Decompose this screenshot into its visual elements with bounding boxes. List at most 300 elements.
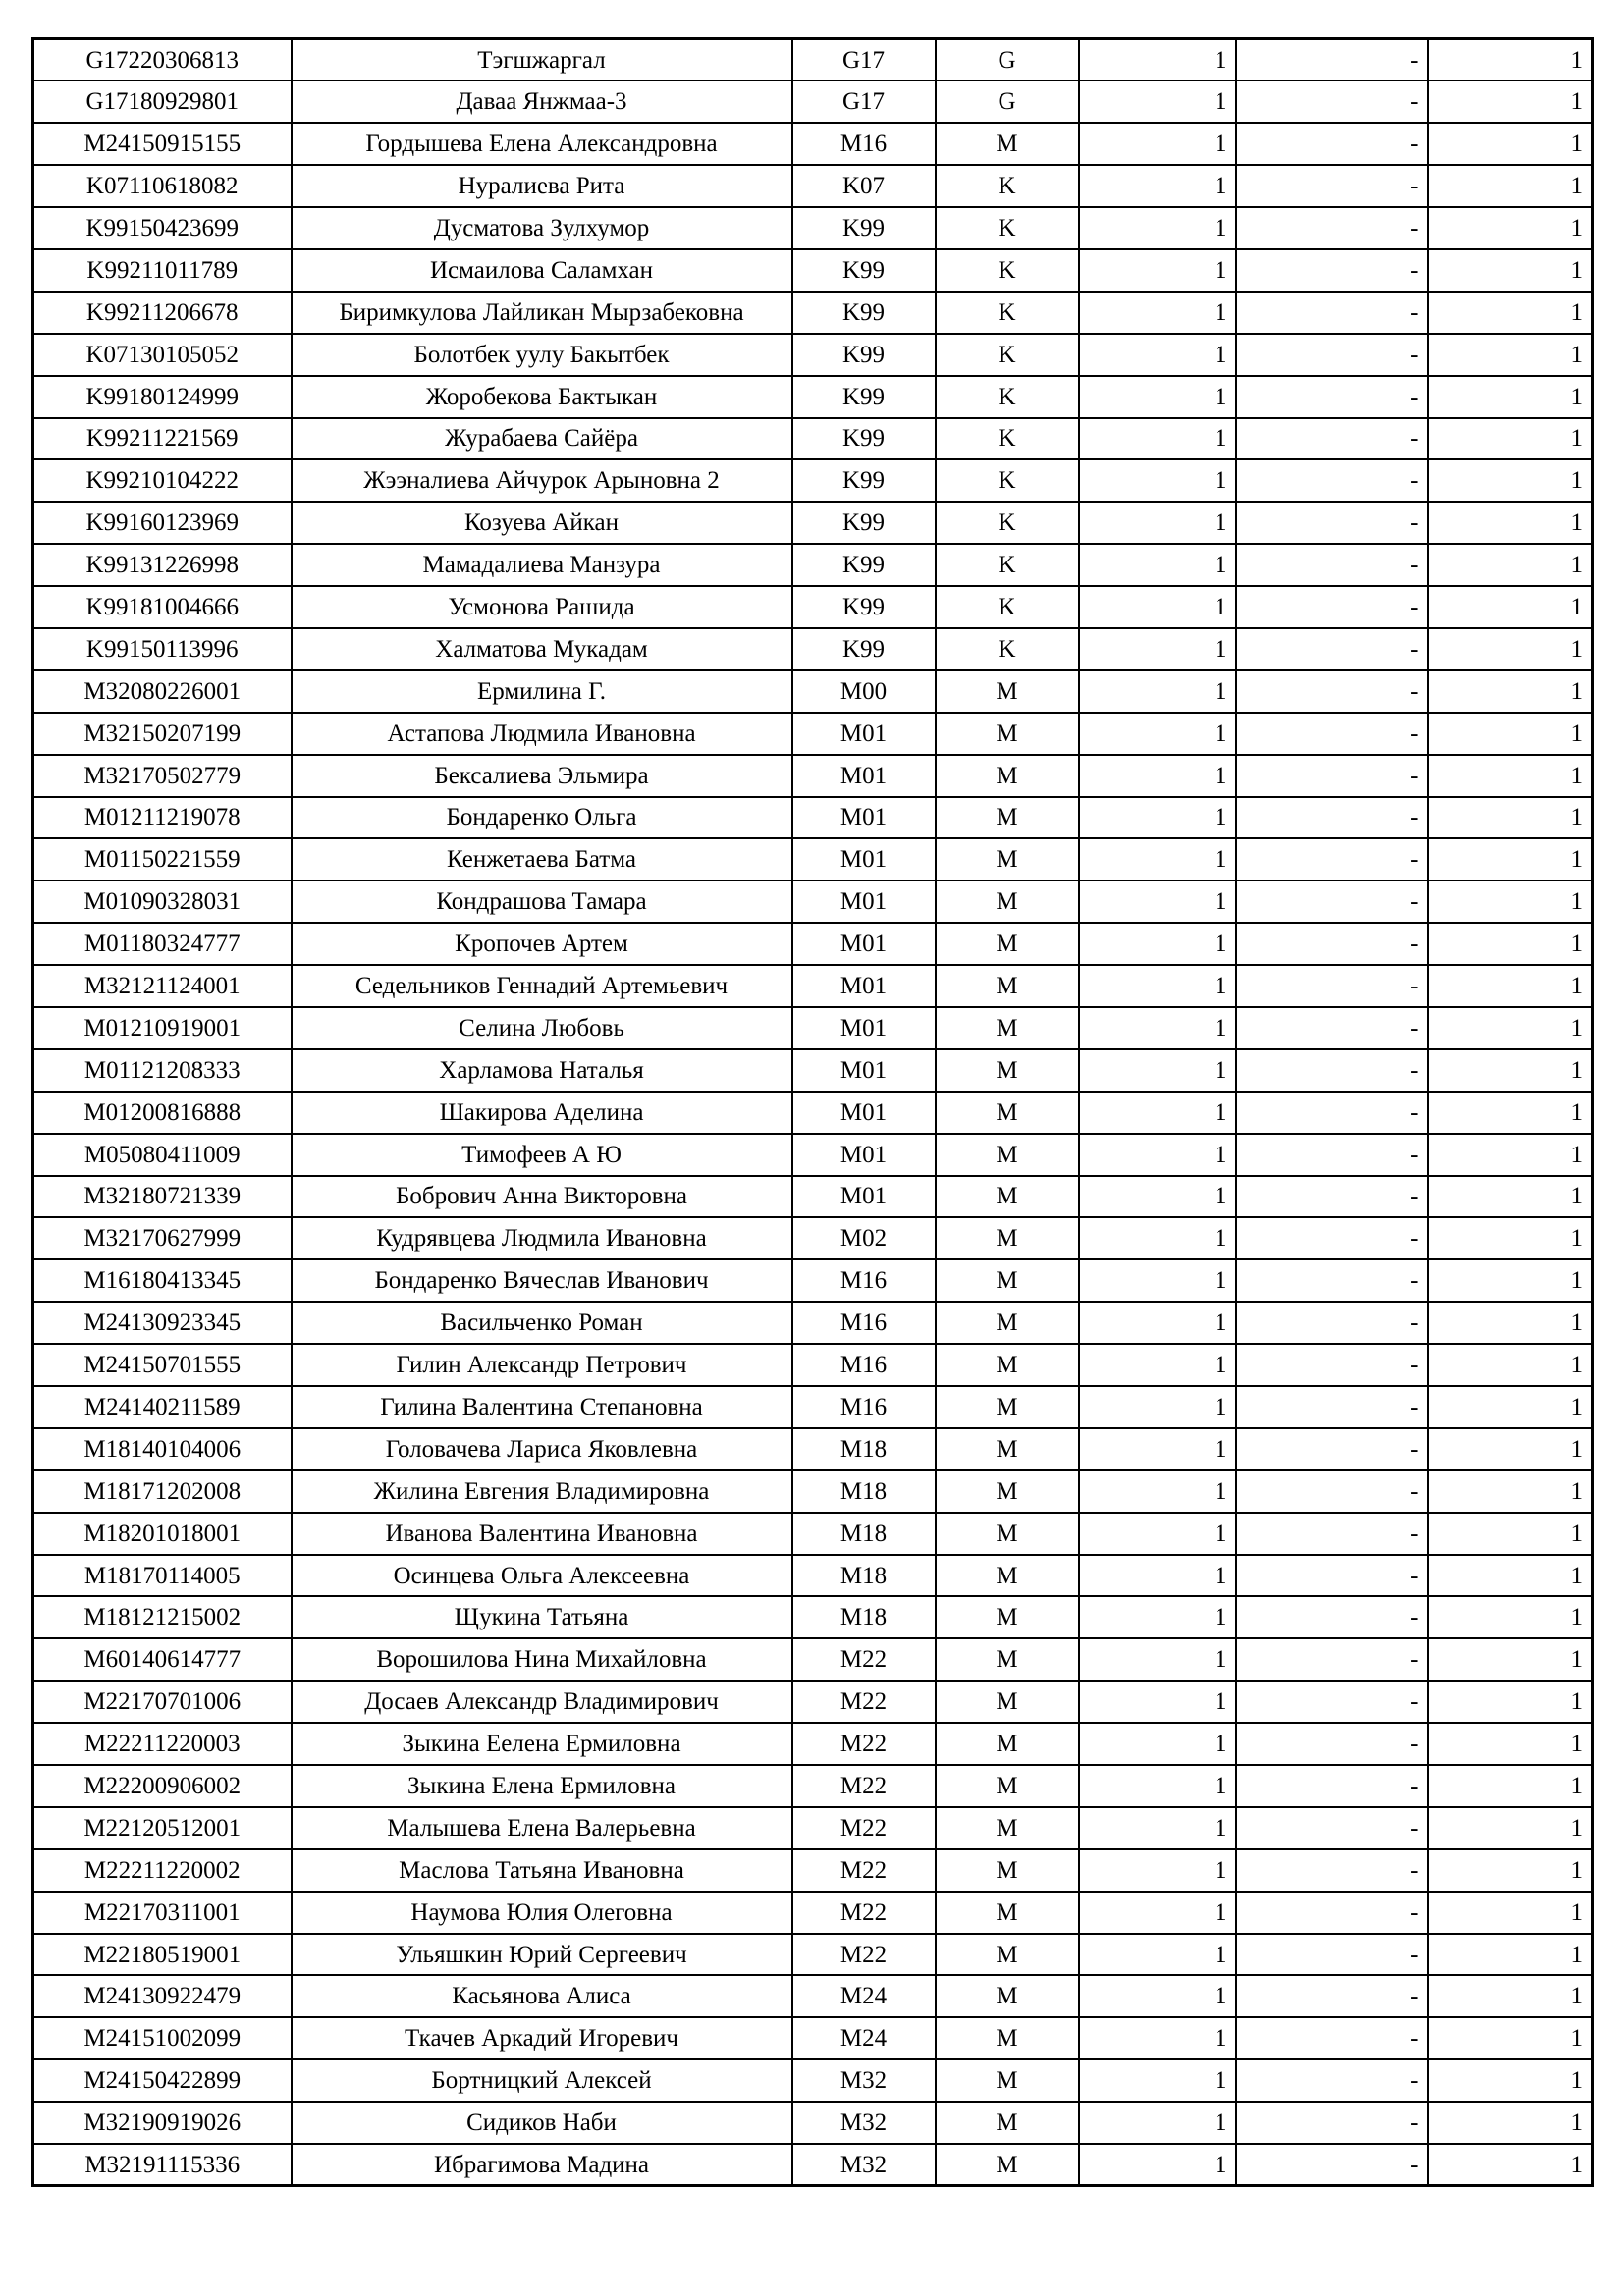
total-cell: 1 [1428, 670, 1593, 713]
table-row [33, 2144, 1593, 2186]
quantity-cell: 1 [1079, 1723, 1236, 1765]
code-cell: K99131226998 [33, 544, 292, 586]
group-cell: K99 [792, 207, 936, 249]
quantity-cell: 1 [1079, 376, 1236, 418]
quantity-cell: 1 [1079, 1975, 1236, 2017]
category-cell: M [936, 1555, 1079, 1597]
table-row [33, 1217, 1593, 1259]
quantity-cell: 1 [1079, 1849, 1236, 1892]
table-row [33, 1892, 1593, 1934]
total-cell: 1 [1428, 1596, 1593, 1638]
group-cell: M02 [792, 1217, 936, 1259]
name-cell: Головачева Лариса Яковлевна [292, 1428, 792, 1470]
code-cell: K99180124999 [33, 376, 292, 418]
total-cell: 1 [1428, 2144, 1593, 2186]
table-row [33, 292, 1593, 334]
table-row [33, 1428, 1593, 1470]
table-row [33, 80, 1593, 123]
code-cell: K07130105052 [33, 334, 292, 376]
group-cell: M00 [792, 670, 936, 713]
code-cell: M24150701555 [33, 1344, 292, 1386]
group-cell: M22 [792, 1807, 936, 1849]
total-cell: 1 [1428, 797, 1593, 839]
quantity-cell: 1 [1079, 1934, 1236, 1976]
name-cell: Ворошилова Нина Михайловна [292, 1638, 792, 1681]
quantity-cell: 1 [1079, 628, 1236, 670]
name-cell: Биримкулова Лайликан Мырзабековна [292, 292, 792, 334]
quantity-cell: 1 [1079, 1555, 1236, 1597]
quantity-cell: 1 [1079, 1428, 1236, 1470]
total-cell: 1 [1428, 334, 1593, 376]
category-cell: M [936, 1386, 1079, 1428]
category-cell: M [936, 1176, 1079, 1218]
dash-cell: - [1236, 755, 1428, 797]
group-cell: M01 [792, 755, 936, 797]
total-cell: 1 [1428, 1049, 1593, 1092]
quantity-cell: 1 [1079, 459, 1236, 502]
group-cell: M01 [792, 881, 936, 923]
group-cell: M01 [792, 713, 936, 755]
quantity-cell: 1 [1079, 2102, 1236, 2144]
group-cell: K99 [792, 544, 936, 586]
quantity-cell: 1 [1079, 80, 1236, 123]
group-cell: K99 [792, 459, 936, 502]
dash-cell: - [1236, 80, 1428, 123]
code-cell: G17180929801 [33, 80, 292, 123]
quantity-cell: 1 [1079, 1134, 1236, 1176]
table-row [33, 670, 1593, 713]
group-cell: K99 [792, 334, 936, 376]
category-cell: M [936, 755, 1079, 797]
category-cell: M [936, 1049, 1079, 1092]
quantity-cell: 1 [1079, 2144, 1236, 2186]
table-row [33, 1007, 1593, 1049]
category-cell: M [936, 1092, 1079, 1134]
code-cell: K99210104222 [33, 459, 292, 502]
dash-cell: - [1236, 1555, 1428, 1597]
group-cell: M01 [792, 923, 936, 965]
group-cell: K99 [792, 249, 936, 292]
category-cell: M [936, 923, 1079, 965]
total-cell: 1 [1428, 1513, 1593, 1555]
code-cell: K99150113996 [33, 628, 292, 670]
name-cell: Кенжетаева Батма [292, 838, 792, 881]
name-cell: Бобрович Анна Викторовна [292, 1176, 792, 1218]
quantity-cell: 1 [1079, 586, 1236, 628]
code-cell: M05080411009 [33, 1134, 292, 1176]
group-cell: K07 [792, 165, 936, 207]
category-cell: K [936, 334, 1079, 376]
table-row [33, 628, 1593, 670]
name-cell: Иванова Валентина Ивановна [292, 1513, 792, 1555]
group-cell: M01 [792, 838, 936, 881]
dash-cell: - [1236, 586, 1428, 628]
group-cell: G17 [792, 80, 936, 123]
name-cell: Бондаренко Вячеслав Иванович [292, 1259, 792, 1302]
code-cell: M24140211589 [33, 1386, 292, 1428]
total-cell: 1 [1428, 1934, 1593, 1976]
quantity-cell: 1 [1079, 965, 1236, 1007]
total-cell: 1 [1428, 1007, 1593, 1049]
dash-cell: - [1236, 418, 1428, 460]
total-cell: 1 [1428, 2102, 1593, 2144]
total-cell: 1 [1428, 1681, 1593, 1723]
name-cell: Жоробекова Бактыкан [292, 376, 792, 418]
code-cell: M22170311001 [33, 1892, 292, 1934]
code-cell: M24150915155 [33, 123, 292, 165]
dash-cell: - [1236, 1302, 1428, 1344]
name-cell: Харламова Наталья [292, 1049, 792, 1092]
category-cell: K [936, 165, 1079, 207]
group-cell: K99 [792, 418, 936, 460]
code-cell: M16180413345 [33, 1259, 292, 1302]
dash-cell: - [1236, 965, 1428, 1007]
quantity-cell: 1 [1079, 2059, 1236, 2102]
name-cell: Кропочев Артем [292, 923, 792, 965]
group-cell: M16 [792, 1386, 936, 1428]
quantity-cell: 1 [1079, 123, 1236, 165]
category-cell: G [936, 80, 1079, 123]
total-cell: 1 [1428, 1555, 1593, 1597]
category-cell: G [936, 39, 1079, 81]
category-cell: M [936, 1807, 1079, 1849]
name-cell: Ульяшкин Юрий Сергеевич [292, 1934, 792, 1976]
name-cell: Селина Любовь [292, 1007, 792, 1049]
table-row [33, 207, 1593, 249]
code-cell: M18171202008 [33, 1470, 292, 1513]
table-row [33, 1934, 1593, 1976]
quantity-cell: 1 [1079, 923, 1236, 965]
table-row [33, 123, 1593, 165]
dash-cell: - [1236, 292, 1428, 334]
category-cell: M [936, 1428, 1079, 1470]
total-cell: 1 [1428, 1302, 1593, 1344]
category-cell: M [936, 1934, 1079, 1976]
dash-cell: - [1236, 1975, 1428, 2017]
category-cell: M [936, 1681, 1079, 1723]
name-cell: Малышева Елена Валерьевна [292, 1807, 792, 1849]
name-cell: Зыкина Еелена Ермиловна [292, 1723, 792, 1765]
name-cell: Ткачев Аркадий Игоревич [292, 2017, 792, 2059]
group-cell: M18 [792, 1428, 936, 1470]
code-cell: M01180324777 [33, 923, 292, 965]
dash-cell: - [1236, 502, 1428, 544]
quantity-cell: 1 [1079, 1765, 1236, 1807]
quantity-cell: 1 [1079, 1596, 1236, 1638]
total-cell: 1 [1428, 1638, 1593, 1681]
table-body [33, 39, 1593, 2186]
dash-cell: - [1236, 1513, 1428, 1555]
name-cell: Мамадалиева Манзура [292, 544, 792, 586]
category-cell: M [936, 1134, 1079, 1176]
group-cell: M32 [792, 2102, 936, 2144]
name-cell: Зыкина Елена Ермиловна [292, 1765, 792, 1807]
code-cell: M01211219078 [33, 797, 292, 839]
quantity-cell: 1 [1079, 838, 1236, 881]
dash-cell: - [1236, 1217, 1428, 1259]
code-cell: G17220306813 [33, 39, 292, 81]
total-cell: 1 [1428, 80, 1593, 123]
table-row [33, 2017, 1593, 2059]
dash-cell: - [1236, 1849, 1428, 1892]
total-cell: 1 [1428, 628, 1593, 670]
table-row [33, 965, 1593, 1007]
group-cell: K99 [792, 292, 936, 334]
category-cell: K [936, 292, 1079, 334]
group-cell: M01 [792, 1134, 936, 1176]
total-cell: 1 [1428, 881, 1593, 923]
total-cell: 1 [1428, 2017, 1593, 2059]
code-cell: M01121208333 [33, 1049, 292, 1092]
code-cell: M32121124001 [33, 965, 292, 1007]
total-cell: 1 [1428, 207, 1593, 249]
table-row [33, 1555, 1593, 1597]
total-cell: 1 [1428, 1092, 1593, 1134]
table-row [33, 544, 1593, 586]
total-cell: 1 [1428, 1807, 1593, 1849]
group-cell: M22 [792, 1765, 936, 1807]
dash-cell: - [1236, 1092, 1428, 1134]
code-cell: M24130923345 [33, 1302, 292, 1344]
code-cell: M18140104006 [33, 1428, 292, 1470]
category-cell: M [936, 881, 1079, 923]
table-row [33, 713, 1593, 755]
code-cell: M18201018001 [33, 1513, 292, 1555]
name-cell: Кудрявцева Людмила Ивановна [292, 1217, 792, 1259]
category-cell: M [936, 1344, 1079, 1386]
table-row [33, 1470, 1593, 1513]
dash-cell: - [1236, 838, 1428, 881]
code-cell: M32170627999 [33, 1217, 292, 1259]
total-cell: 1 [1428, 249, 1593, 292]
dash-cell: - [1236, 2144, 1428, 2186]
quantity-cell: 1 [1079, 713, 1236, 755]
total-cell: 1 [1428, 1723, 1593, 1765]
dash-cell: - [1236, 713, 1428, 755]
name-cell: Гилин Александр Петрович [292, 1344, 792, 1386]
group-cell: M22 [792, 1723, 936, 1765]
dash-cell: - [1236, 1765, 1428, 1807]
category-cell: M [936, 1723, 1079, 1765]
group-cell: M32 [792, 2059, 936, 2102]
code-cell: M22200906002 [33, 1765, 292, 1807]
table-row [33, 418, 1593, 460]
table-row [33, 797, 1593, 839]
code-cell: M24130922479 [33, 1975, 292, 2017]
category-cell: K [936, 418, 1079, 460]
data-table [31, 37, 1594, 2187]
quantity-cell: 1 [1079, 1681, 1236, 1723]
name-cell: Исмаилова Саламхан [292, 249, 792, 292]
quantity-cell: 1 [1079, 418, 1236, 460]
quantity-cell: 1 [1079, 165, 1236, 207]
group-cell: M32 [792, 2144, 936, 2186]
group-cell: M18 [792, 1470, 936, 1513]
name-cell: Болотбек уулу Бакытбек [292, 334, 792, 376]
total-cell: 1 [1428, 1217, 1593, 1259]
total-cell: 1 [1428, 544, 1593, 586]
group-cell: M01 [792, 797, 936, 839]
table-row [33, 376, 1593, 418]
table-row [33, 165, 1593, 207]
quantity-cell: 1 [1079, 1217, 1236, 1259]
category-cell: M [936, 838, 1079, 881]
name-cell: Жилина Евгения Владимировна [292, 1470, 792, 1513]
quantity-cell: 1 [1079, 544, 1236, 586]
code-cell: M01210919001 [33, 1007, 292, 1049]
total-cell: 1 [1428, 586, 1593, 628]
group-cell: M01 [792, 1049, 936, 1092]
code-cell: K99150423699 [33, 207, 292, 249]
category-cell: M [936, 1007, 1079, 1049]
group-cell: G17 [792, 39, 936, 81]
code-cell: M01090328031 [33, 881, 292, 923]
total-cell: 1 [1428, 39, 1593, 81]
category-cell: M [936, 1765, 1079, 1807]
code-cell: M01150221559 [33, 838, 292, 881]
dash-cell: - [1236, 249, 1428, 292]
name-cell: Астапова Людмила Ивановна [292, 713, 792, 755]
table-row [33, 459, 1593, 502]
dash-cell: - [1236, 2059, 1428, 2102]
category-cell: K [936, 628, 1079, 670]
name-cell: Бортницкий Алексей [292, 2059, 792, 2102]
table-row [33, 2059, 1593, 2102]
category-cell: M [936, 1470, 1079, 1513]
code-cell: M32191115336 [33, 2144, 292, 2186]
dash-cell: - [1236, 1638, 1428, 1681]
category-cell: M [936, 797, 1079, 839]
code-cell: M32170502779 [33, 755, 292, 797]
dash-cell: - [1236, 165, 1428, 207]
dash-cell: - [1236, 1049, 1428, 1092]
table-row [33, 1176, 1593, 1218]
total-cell: 1 [1428, 1344, 1593, 1386]
code-cell: K99160123969 [33, 502, 292, 544]
group-cell: M24 [792, 2017, 936, 2059]
total-cell: 1 [1428, 459, 1593, 502]
table-row [33, 502, 1593, 544]
quantity-cell: 1 [1079, 249, 1236, 292]
dash-cell: - [1236, 2102, 1428, 2144]
total-cell: 1 [1428, 838, 1593, 881]
dash-cell: - [1236, 123, 1428, 165]
table-row [33, 1638, 1593, 1681]
category-cell: K [936, 249, 1079, 292]
table-row [33, 1681, 1593, 1723]
table-row [33, 1723, 1593, 1765]
group-cell: M16 [792, 123, 936, 165]
dash-cell: - [1236, 1176, 1428, 1218]
dash-cell: - [1236, 797, 1428, 839]
category-cell: M [936, 1638, 1079, 1681]
category-cell: M [936, 1217, 1079, 1259]
group-cell: M22 [792, 1849, 936, 1892]
quantity-cell: 1 [1079, 502, 1236, 544]
dash-cell: - [1236, 1470, 1428, 1513]
quantity-cell: 1 [1079, 797, 1236, 839]
name-cell: Васильченко Роман [292, 1302, 792, 1344]
dash-cell: - [1236, 459, 1428, 502]
group-cell: M22 [792, 1681, 936, 1723]
table-row [33, 334, 1593, 376]
quantity-cell: 1 [1079, 1049, 1236, 1092]
dash-cell: - [1236, 1386, 1428, 1428]
table-row [33, 838, 1593, 881]
group-cell: M01 [792, 1176, 936, 1218]
dash-cell: - [1236, 1934, 1428, 1976]
name-cell: Касьянова Алиса [292, 1975, 792, 2017]
total-cell: 1 [1428, 123, 1593, 165]
name-cell: Дусматова Зулхумор [292, 207, 792, 249]
category-cell: M [936, 1596, 1079, 1638]
code-cell: M22170701006 [33, 1681, 292, 1723]
name-cell: Щукина Татьяна [292, 1596, 792, 1638]
category-cell: M [936, 965, 1079, 1007]
name-cell: Наумова Юлия Олеговна [292, 1892, 792, 1934]
code-cell: M18121215002 [33, 1596, 292, 1638]
table-row [33, 1049, 1593, 1092]
code-cell: M24151002099 [33, 2017, 292, 2059]
category-cell: K [936, 586, 1079, 628]
code-cell: M18170114005 [33, 1555, 292, 1597]
group-cell: K99 [792, 628, 936, 670]
total-cell: 1 [1428, 165, 1593, 207]
category-cell: M [936, 1513, 1079, 1555]
code-cell: M32180721339 [33, 1176, 292, 1218]
table-row [33, 39, 1593, 81]
group-cell: M22 [792, 1638, 936, 1681]
quantity-cell: 1 [1079, 1302, 1236, 1344]
dash-cell: - [1236, 376, 1428, 418]
dash-cell: - [1236, 1428, 1428, 1470]
name-cell: Усмонова Рашида [292, 586, 792, 628]
category-cell: M [936, 670, 1079, 713]
name-cell: Седельников Геннадий Артемьевич [292, 965, 792, 1007]
total-cell: 1 [1428, 1176, 1593, 1218]
category-cell: M [936, 2102, 1079, 2144]
quantity-cell: 1 [1079, 1807, 1236, 1849]
group-cell: K99 [792, 502, 936, 544]
dash-cell: - [1236, 1344, 1428, 1386]
table-row [33, 1344, 1593, 1386]
category-cell: K [936, 376, 1079, 418]
quantity-cell: 1 [1079, 1176, 1236, 1218]
name-cell: Гордышева Елена Александровна [292, 123, 792, 165]
dash-cell: - [1236, 1807, 1428, 1849]
code-cell: M32080226001 [33, 670, 292, 713]
code-cell: K99211011789 [33, 249, 292, 292]
total-cell: 1 [1428, 1975, 1593, 2017]
dash-cell: - [1236, 1259, 1428, 1302]
category-cell: K [936, 502, 1079, 544]
dash-cell: - [1236, 1596, 1428, 1638]
group-cell: M01 [792, 965, 936, 1007]
total-cell: 1 [1428, 755, 1593, 797]
name-cell: Осинцева Ольга Алексеевна [292, 1555, 792, 1597]
quantity-cell: 1 [1079, 670, 1236, 713]
total-cell: 1 [1428, 2059, 1593, 2102]
quantity-cell: 1 [1079, 1470, 1236, 1513]
quantity-cell: 1 [1079, 334, 1236, 376]
table-row [33, 1302, 1593, 1344]
dash-cell: - [1236, 1723, 1428, 1765]
table-row [33, 1596, 1593, 1638]
group-cell: M22 [792, 1934, 936, 1976]
name-cell: Маслова Татьяна Ивановна [292, 1849, 792, 1892]
group-cell: K99 [792, 376, 936, 418]
code-cell: M22211220003 [33, 1723, 292, 1765]
